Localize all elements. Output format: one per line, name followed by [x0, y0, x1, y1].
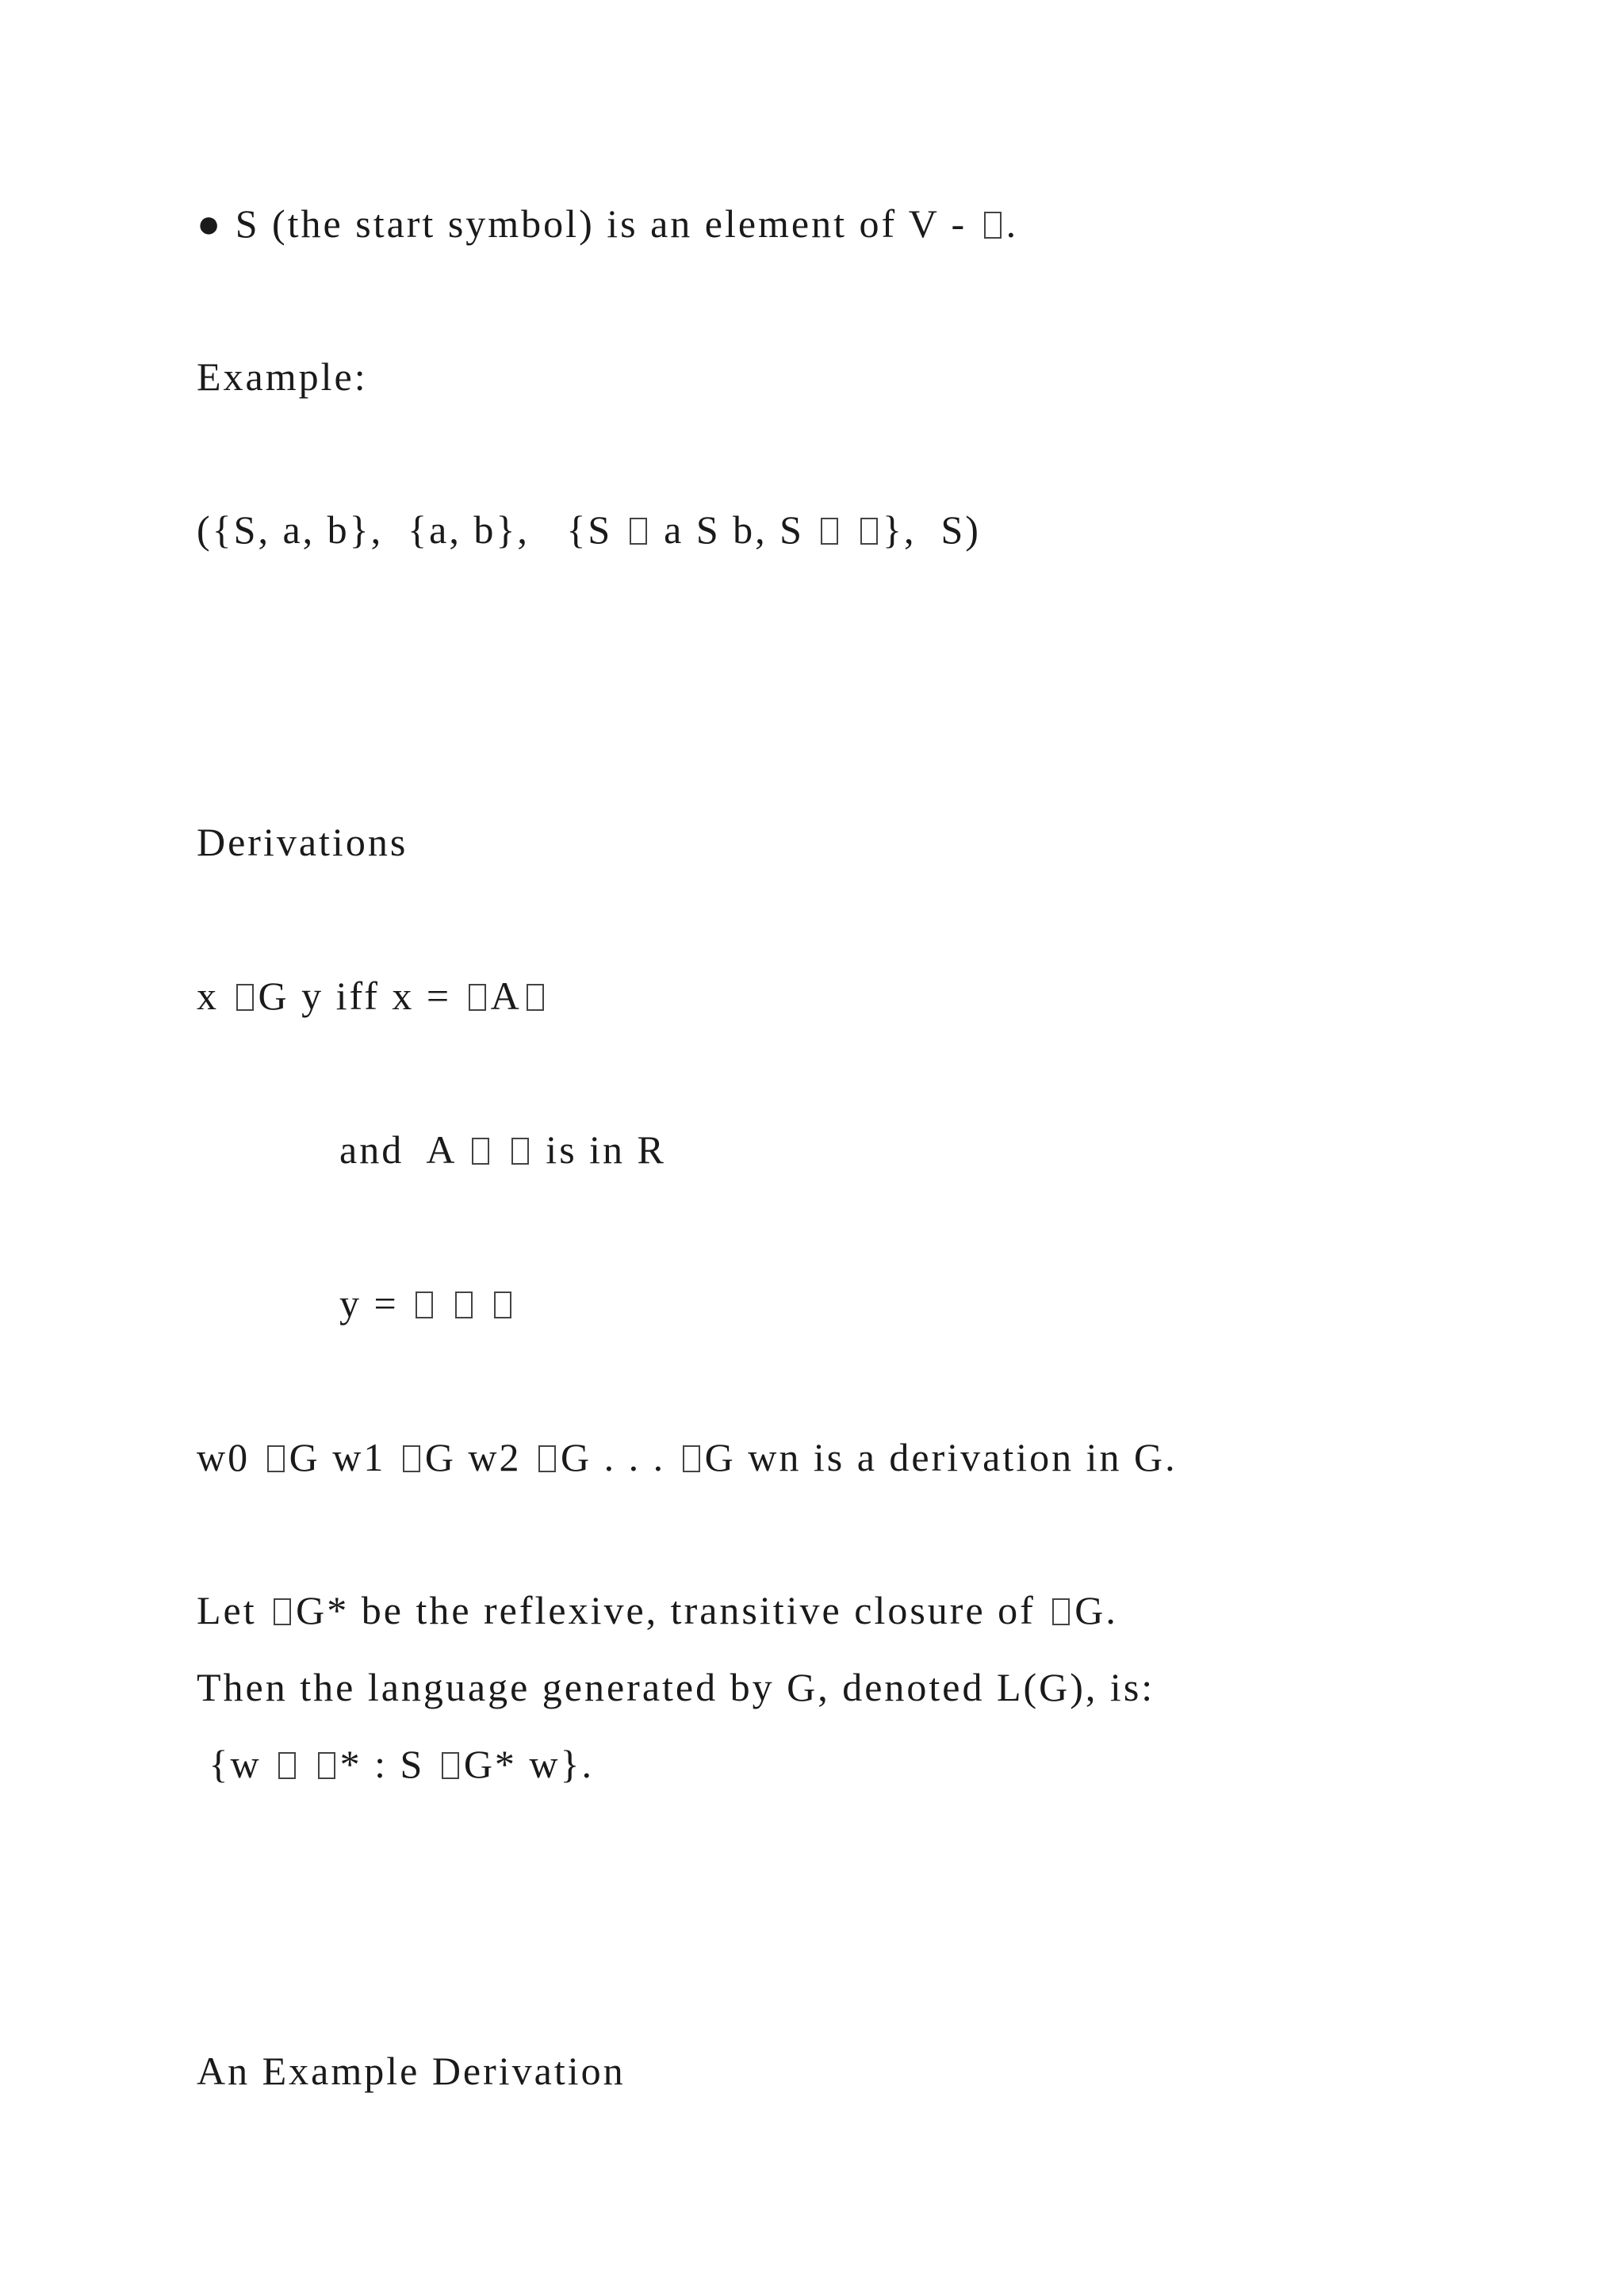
- text-segment: {w: [197, 1742, 274, 1786]
- text-segment: w0: [197, 1435, 262, 1479]
- text-segment: a S b, S: [651, 507, 817, 552]
- text-segment: and A: [339, 1127, 468, 1172]
- missing-glyph-icon: [538, 1445, 556, 1472]
- text-segment: ● S (the start symbol) is an element of V -: [197, 201, 979, 246]
- missing-glyph-icon: [472, 1138, 489, 1165]
- missing-glyph-icon: [236, 984, 254, 1011]
- missing-glyph-icon: [860, 518, 878, 545]
- derivation-rule-condition-line: [339, 1127, 666, 1172]
- missing-glyph-icon: [469, 984, 486, 1011]
- text-segment: G w1: [289, 1435, 398, 1479]
- derivation-definition-line: [197, 976, 549, 1016]
- language-definition-line: Then the language generated by G, denoted L(G), is:: [197, 1665, 1155, 1709]
- missing-glyph-icon: [527, 984, 544, 1011]
- missing-glyph-icon: [1052, 1598, 1070, 1625]
- section-heading-example-derivation: An Example Derivation: [197, 2049, 626, 2093]
- text-segment: x: [197, 974, 232, 1018]
- text-segment: Let: [197, 1588, 270, 1632]
- text-segment: G* be the reflexive, transitive closure of: [296, 1588, 1048, 1632]
- missing-glyph-icon: [278, 1752, 296, 1779]
- missing-glyph-icon: [318, 1752, 335, 1779]
- text-segment: * : S: [339, 1742, 437, 1786]
- missing-glyph-icon: [630, 518, 647, 545]
- text-segment: G w2: [424, 1435, 534, 1479]
- missing-glyph-icon: [274, 1598, 291, 1625]
- missing-glyph-icon: [442, 1752, 459, 1779]
- missing-glyph-icon: [683, 1445, 700, 1472]
- text-segment: y =: [339, 1281, 412, 1326]
- missing-glyph-icon: [494, 1292, 511, 1318]
- text-segment: ({S, a, b}, {a, b}, {S: [197, 507, 625, 552]
- closure-definition-line: [197, 1590, 1118, 1630]
- text-segment: G y iff x =: [258, 974, 464, 1018]
- text-segment: G* w}.: [463, 1742, 595, 1786]
- text-segment: }, S): [882, 507, 981, 552]
- grammar-tuple-line: [197, 507, 981, 552]
- missing-glyph-icon: [821, 518, 838, 545]
- missing-glyph-icon: [984, 212, 1002, 239]
- text-segment: .: [1005, 201, 1019, 246]
- derivation-result-line: [339, 1281, 516, 1326]
- section-heading-derivations: Derivations: [197, 820, 408, 864]
- language-set-line: [197, 1744, 594, 1784]
- text-segment: G wn is a derivation in G.: [704, 1435, 1178, 1479]
- example-label: Example:: [197, 354, 368, 399]
- text-segment: A: [490, 974, 522, 1018]
- missing-glyph-icon: [511, 1138, 529, 1165]
- start-symbol-bullet-line: [197, 201, 1019, 246]
- missing-glyph-icon: [267, 1445, 285, 1472]
- text-segment: G . . .: [561, 1435, 678, 1479]
- missing-glyph-icon: [403, 1445, 420, 1472]
- missing-glyph-icon: [416, 1292, 433, 1318]
- missing-glyph-icon: [455, 1292, 473, 1318]
- text-segment: G.: [1074, 1588, 1118, 1632]
- text-segment: is in R: [533, 1127, 666, 1172]
- derivation-chain-line: [197, 1437, 1178, 1477]
